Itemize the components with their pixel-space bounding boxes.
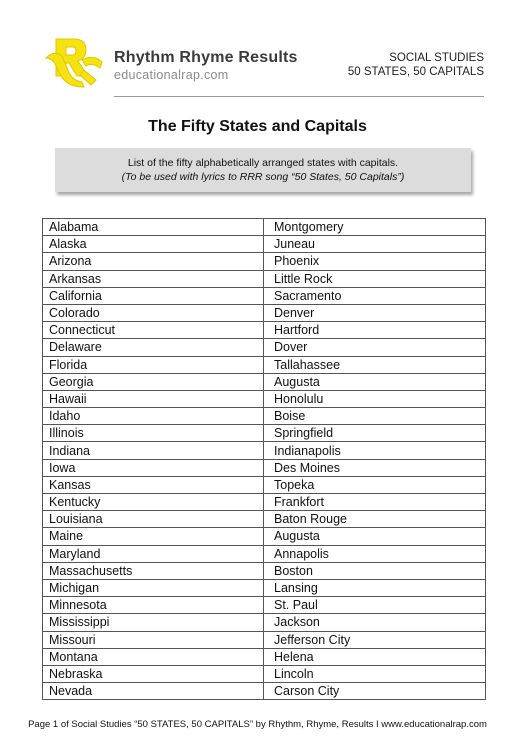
capital-cell: Phoenix	[264, 253, 486, 270]
capital-cell: Des Moines	[264, 459, 486, 476]
table-row	[43, 304, 486, 321]
table-row	[43, 442, 486, 459]
table-row	[43, 528, 486, 545]
table-row	[43, 597, 486, 614]
state-cell: Arizona	[43, 253, 264, 270]
capital-cell: Little Rock	[264, 270, 486, 287]
table-row	[43, 219, 486, 236]
description-box	[55, 148, 471, 192]
table-row	[43, 253, 486, 270]
rrr-logo	[44, 36, 106, 88]
state-cell: Louisiana	[43, 511, 264, 528]
state-cell: Connecticut	[43, 322, 264, 339]
state-cell: Georgia	[43, 373, 264, 390]
state-cell: Maine	[43, 528, 264, 545]
state-cell: Illinois	[43, 425, 264, 442]
states-capitals-table	[42, 218, 486, 700]
capital-cell: Hartford	[264, 322, 486, 339]
table-row	[43, 614, 486, 631]
table-row	[43, 322, 486, 339]
description-line: List of the fifty alphabetically arranged states with capitals.	[127, 157, 399, 169]
header-divider	[114, 96, 484, 97]
state-cell: Florida	[43, 356, 264, 373]
capital-cell: Jefferson City	[264, 631, 486, 648]
capital-cell: Baton Rouge	[264, 511, 486, 528]
table-row	[43, 236, 486, 253]
state-cell: Montana	[43, 648, 264, 665]
capital-cell: Juneau	[264, 236, 486, 253]
table-row	[43, 459, 486, 476]
subject-label: SOCIAL STUDIES	[389, 52, 484, 64]
description-note: (To be used with lyrics to RRR song “50 States, 50 Capitals”)	[121, 171, 405, 183]
capital-cell: Denver	[264, 304, 486, 321]
state-cell: California	[43, 287, 264, 304]
state-cell: Colorado	[43, 304, 264, 321]
page-footer: Page 1 of Social Studies “50 STATES, 50 CAPITALS” by Rhythm, Rhyme, Results I www.educationalrap.com	[28, 719, 487, 730]
state-cell: Hawaii	[43, 390, 264, 407]
capital-cell: Tallahassee	[264, 356, 486, 373]
state-cell: Missouri	[43, 631, 264, 648]
state-cell: Maryland	[43, 545, 264, 562]
table-row	[43, 339, 486, 356]
capital-cell: Frankfort	[264, 494, 486, 511]
capital-cell: Augusta	[264, 373, 486, 390]
capital-cell: Springfield	[264, 425, 486, 442]
state-cell: Minnesota	[43, 597, 264, 614]
table-row	[43, 494, 486, 511]
capital-cell: Sacramento	[264, 287, 486, 304]
table-row	[43, 562, 486, 579]
state-cell: Nevada	[43, 683, 264, 700]
unit-label: 50 STATES, 50 CAPITALS	[347, 66, 484, 78]
table-row	[43, 665, 486, 682]
table-row	[43, 373, 486, 390]
state-cell: Delaware	[43, 339, 264, 356]
state-cell: Massachusetts	[43, 562, 264, 579]
table-row	[43, 270, 486, 287]
table-row	[43, 425, 486, 442]
state-cell: Indiana	[43, 442, 264, 459]
brand-name: Rhythm Rhyme Results	[114, 49, 298, 66]
state-cell: Mississippi	[43, 614, 264, 631]
capital-cell: Carson City	[264, 683, 486, 700]
state-cell: Kansas	[43, 476, 264, 493]
capital-cell: Jackson	[264, 614, 486, 631]
table-row	[43, 287, 486, 304]
table-row	[43, 390, 486, 407]
capital-cell: Lincoln	[264, 665, 486, 682]
capital-cell: Indianapolis	[264, 442, 486, 459]
table-row	[43, 476, 486, 493]
table-row	[43, 631, 486, 648]
table-row	[43, 511, 486, 528]
state-cell: Alaska	[43, 236, 264, 253]
table-row	[43, 683, 486, 700]
capital-cell: Topeka	[264, 476, 486, 493]
brand-website: educationalrap.com	[114, 68, 229, 82]
state-cell: Arkansas	[43, 270, 264, 287]
table-row	[43, 408, 486, 425]
capital-cell: Lansing	[264, 579, 486, 596]
table-row	[43, 579, 486, 596]
state-cell: Nebraska	[43, 665, 264, 682]
table-row	[43, 648, 486, 665]
page-title: The Fifty States and Capitals	[148, 118, 367, 135]
table-row	[43, 545, 486, 562]
capital-cell: Honolulu	[264, 390, 486, 407]
state-cell: Iowa	[43, 459, 264, 476]
state-cell: Alabama	[43, 219, 264, 236]
state-cell: Idaho	[43, 408, 264, 425]
state-cell: Michigan	[43, 579, 264, 596]
capital-cell: Boise	[264, 408, 486, 425]
capital-cell: St. Paul	[264, 597, 486, 614]
state-cell: Kentucky	[43, 494, 264, 511]
capital-cell: Boston	[264, 562, 486, 579]
capital-cell: Annapolis	[264, 545, 486, 562]
capital-cell: Augusta	[264, 528, 486, 545]
capital-cell: Dover	[264, 339, 486, 356]
capital-cell: Montgomery	[264, 219, 486, 236]
table-row	[43, 356, 486, 373]
capital-cell: Helena	[264, 648, 486, 665]
